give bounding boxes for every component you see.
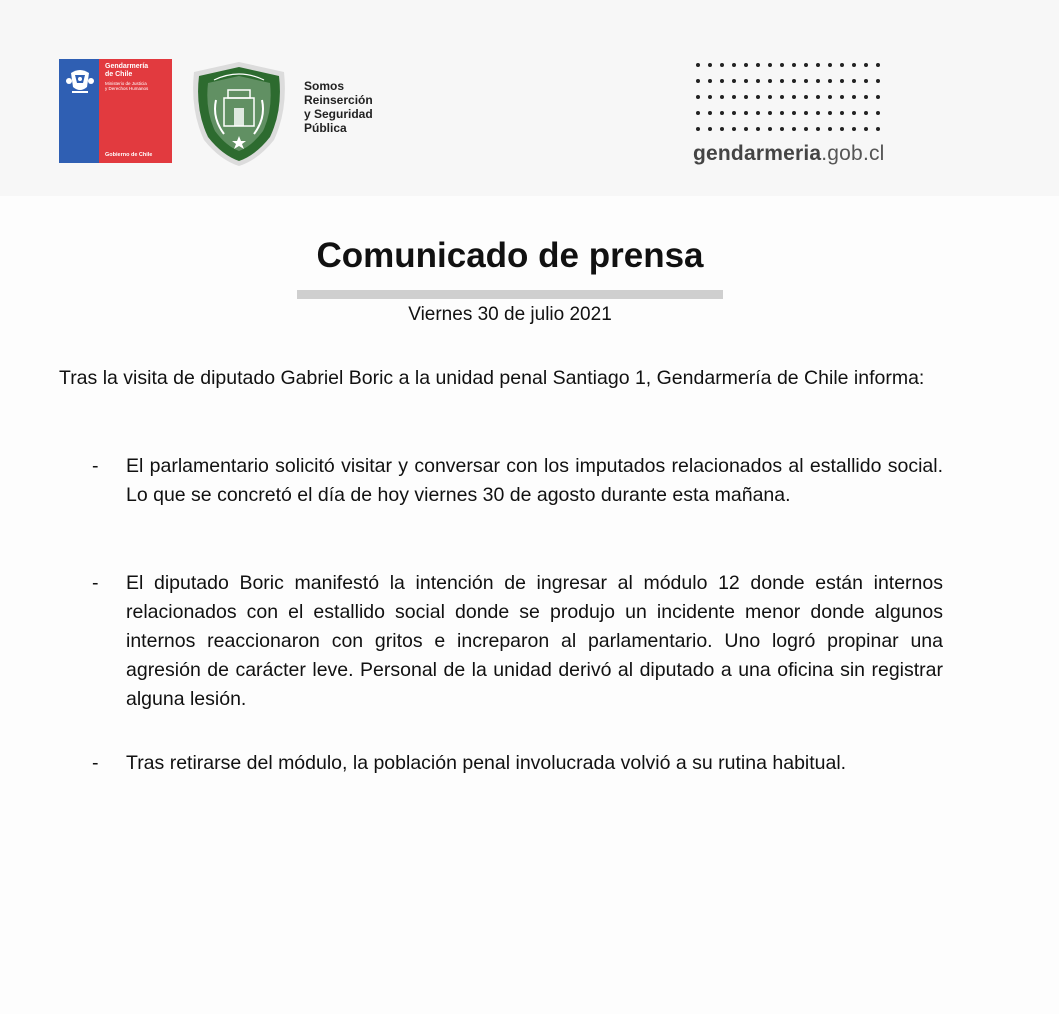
dot <box>840 127 844 131</box>
dot <box>804 79 808 83</box>
dot <box>876 63 880 67</box>
page-title: Comunicado de prensa <box>316 236 704 275</box>
dot <box>744 95 748 99</box>
dot <box>720 111 724 115</box>
dot <box>780 79 784 83</box>
document-date: Viernes 30 de julio 2021 <box>408 304 612 325</box>
dot-grid-decoration <box>695 61 885 133</box>
dot <box>876 95 880 99</box>
dot <box>804 63 808 67</box>
dot <box>864 79 868 83</box>
dot <box>792 95 796 99</box>
dot <box>852 79 856 83</box>
dot <box>816 79 820 83</box>
dot <box>828 79 832 83</box>
dot <box>864 63 868 67</box>
dot <box>864 95 868 99</box>
dot <box>696 79 700 83</box>
logo-line-2: de Chile <box>105 71 133 78</box>
dot <box>792 63 796 67</box>
dot <box>732 95 736 99</box>
dot <box>732 127 736 131</box>
dot <box>852 111 856 115</box>
dot <box>708 111 712 115</box>
dot <box>732 111 736 115</box>
dot <box>756 63 760 67</box>
logo-line-3: Ministerio de Justicia <box>105 81 147 86</box>
dot <box>816 95 820 99</box>
dot <box>720 79 724 83</box>
dot <box>864 127 868 131</box>
dot <box>780 127 784 131</box>
dot <box>828 63 832 67</box>
dot <box>708 127 712 131</box>
dot <box>816 63 820 67</box>
dot <box>852 127 856 131</box>
dot <box>876 79 880 83</box>
dot <box>804 127 808 131</box>
letterhead <box>0 0 1059 196</box>
dot <box>756 95 760 99</box>
dot <box>768 79 772 83</box>
dot <box>816 127 820 131</box>
dot <box>768 127 772 131</box>
dot <box>864 111 868 115</box>
logo-footer: Gobierno de Chile <box>105 152 153 158</box>
dot <box>840 63 844 67</box>
dot <box>768 63 772 67</box>
website-domain-bold: gendarmeria <box>693 142 822 165</box>
dot <box>732 79 736 83</box>
dot <box>852 95 856 99</box>
dot <box>756 127 760 131</box>
dot <box>816 111 820 115</box>
dot <box>792 127 796 131</box>
dot <box>852 63 856 67</box>
dot <box>780 63 784 67</box>
dot <box>744 63 748 67</box>
dot <box>780 95 784 99</box>
bullet-dash: - <box>92 455 99 477</box>
bullet-dash: - <box>92 752 99 774</box>
dot <box>696 63 700 67</box>
list-item <box>59 569 943 714</box>
list-item-text: Tras retirarse del módulo, la población penal involucrada volvió a su rutina habitual. <box>126 752 847 774</box>
slogan-line: Reinserción <box>304 93 373 107</box>
slogan-line: Pública <box>304 121 347 135</box>
dot <box>876 127 880 131</box>
dot <box>780 111 784 115</box>
dot <box>708 95 712 99</box>
dot <box>744 79 748 83</box>
dot <box>756 79 760 83</box>
dot <box>744 127 748 131</box>
dot <box>792 111 796 115</box>
dot <box>828 111 832 115</box>
intro-paragraph: Tras la visita de diputado Gabriel Boric a la unidad penal Santiago 1, Gendarmería de Chile informa: <box>59 367 925 389</box>
slogan <box>304 79 373 135</box>
gendarmeria-badge-icon <box>188 60 290 168</box>
dot <box>840 79 844 83</box>
logo-line-4: y Derechos Humanos <box>105 86 149 91</box>
bullet-dash: - <box>92 572 99 594</box>
dot <box>804 111 808 115</box>
dot <box>792 79 796 83</box>
gobierno-de-chile-logo <box>59 59 172 163</box>
dot <box>876 111 880 115</box>
dot <box>708 79 712 83</box>
dot <box>840 111 844 115</box>
dot <box>840 95 844 99</box>
slogan-line: Somos <box>304 79 345 93</box>
dot <box>768 95 772 99</box>
list-item-text: El diputado Boric manifestó la intención de ingresar al módulo 12 donde están internos relacionados con el estallido social donde se produjo un incidente menor donde algunos internos reaccionaron con gritos e increparon al parlamentario. Uno logró propinar una agresión de carácter leve. Personal de la unidad derivó al diputado a una oficina sin registrar alguna lesión. <box>126 572 943 710</box>
dot <box>744 111 748 115</box>
list-item <box>59 749 943 778</box>
list-item-text: El parlamentario solicitó visitar y conversar con los imputados relacionados al estallido social. Lo que se concretó el día de hoy viernes 30 de agosto durante esta mañana. <box>126 455 943 506</box>
dot <box>828 127 832 131</box>
dot <box>696 95 700 99</box>
website-domain-suffix: .gob.cl <box>821 142 885 165</box>
dot <box>828 95 832 99</box>
dot <box>696 111 700 115</box>
dot <box>804 95 808 99</box>
title-underline <box>297 290 723 299</box>
dot <box>732 63 736 67</box>
coat-of-arms-icon <box>65 65 95 97</box>
dot <box>696 127 700 131</box>
slogan-line: y Seguridad <box>304 107 373 121</box>
dot <box>720 127 724 131</box>
logo-line-1: Gendarmería <box>105 63 149 70</box>
website-url <box>693 142 885 166</box>
dot <box>768 111 772 115</box>
list-item <box>59 452 943 510</box>
dot <box>720 63 724 67</box>
dot <box>720 95 724 99</box>
dot <box>708 63 712 67</box>
dot <box>756 111 760 115</box>
